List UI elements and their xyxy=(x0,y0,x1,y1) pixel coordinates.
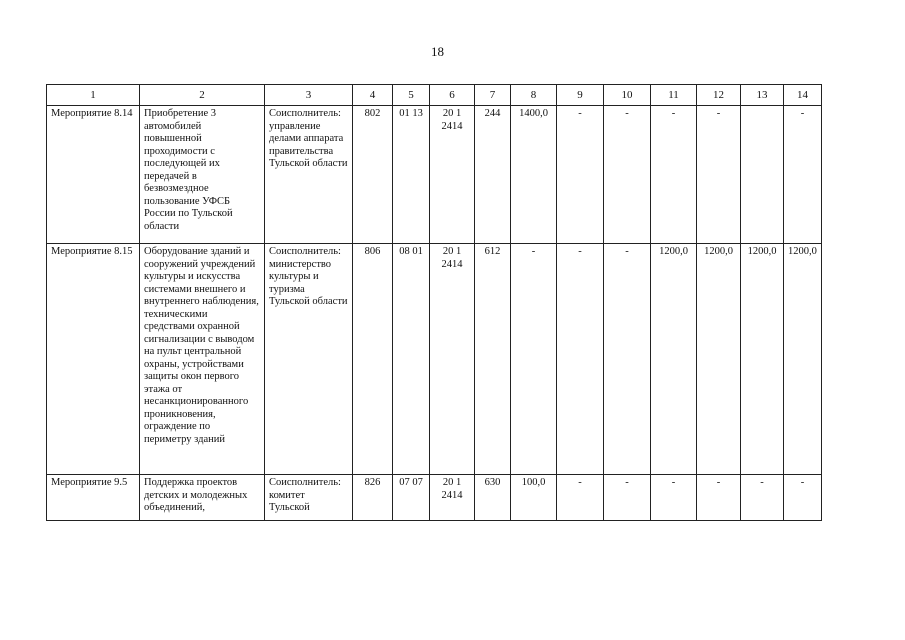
amount-cell: - xyxy=(697,106,741,244)
executor-cell: Соисполнитель: управление делами аппарата правительства Тульской области xyxy=(265,106,353,244)
amount-cell: 1200,0 xyxy=(651,244,697,475)
column-header: 6 xyxy=(430,85,475,106)
column-header: 5 xyxy=(393,85,430,106)
target-code-cell: 20 1 2414 xyxy=(430,475,475,521)
description-cell: Приобретение 3 автомобилей повышенной проходимости с последующей их передачей в безвозмездное пользование УФСБ России по Тульской области xyxy=(140,106,265,244)
column-header: 9 xyxy=(557,85,604,106)
amount-cell: - xyxy=(651,475,697,521)
amount-cell: 1200,0 xyxy=(741,244,784,475)
amount-cell: - xyxy=(651,106,697,244)
amount-cell: 1200,0 xyxy=(784,244,822,475)
table-row xyxy=(47,244,822,475)
amount-cell: - xyxy=(784,106,822,244)
expense-type-cell: 630 xyxy=(475,475,511,521)
amount-cell: - xyxy=(557,244,604,475)
expense-type-cell: 612 xyxy=(475,244,511,475)
column-header: 7 xyxy=(475,85,511,106)
column-header: 11 xyxy=(651,85,697,106)
amount-cell: - xyxy=(604,475,651,521)
amount-cell: - xyxy=(557,475,604,521)
amount-cell: 100,0 xyxy=(511,475,557,521)
column-header: 1 xyxy=(47,85,140,106)
target-code-cell: 20 1 2414 xyxy=(430,106,475,244)
amount-cell: 1400,0 xyxy=(511,106,557,244)
column-number-header-row xyxy=(47,85,822,106)
budget-table xyxy=(46,84,822,521)
table-row xyxy=(47,106,822,244)
ministry-code-cell: 802 xyxy=(353,106,393,244)
amount-cell: - xyxy=(697,475,741,521)
page-number: 18 xyxy=(431,44,444,59)
ministry-code-cell: 806 xyxy=(353,244,393,475)
executor-cell: Соисполнитель: министерство культуры и туризма Тульской области xyxy=(265,244,353,475)
column-header: 8 xyxy=(511,85,557,106)
section-code-cell: 01 13 xyxy=(393,106,430,244)
section-code-cell: 08 01 xyxy=(393,244,430,475)
column-header: 3 xyxy=(265,85,353,106)
column-header: 14 xyxy=(784,85,822,106)
ministry-code-cell: 826 xyxy=(353,475,393,521)
amount-cell xyxy=(741,106,784,244)
description-cell: Оборудование зданий и сооружений учреждений культуры и искусства системами внешнего и внутреннего наблюдения, техническими средствами охранной сигнализации с выводом на пульт центральной охраны, устройствами защиты окон первого этажа от несанкционированного проникновения, ограждение по периметру зданий xyxy=(140,244,265,475)
column-header: 13 xyxy=(741,85,784,106)
amount-cell: - xyxy=(557,106,604,244)
target-code-cell: 20 1 2414 xyxy=(430,244,475,475)
section-code-cell: 07 07 xyxy=(393,475,430,521)
amount-cell: - xyxy=(784,475,822,521)
column-header: 4 xyxy=(353,85,393,106)
event-cell: Мероприятие 8.14 xyxy=(47,106,140,244)
expense-type-cell: 244 xyxy=(475,106,511,244)
column-header: 12 xyxy=(697,85,741,106)
column-header: 2 xyxy=(140,85,265,106)
amount-cell: - xyxy=(511,244,557,475)
event-cell: Мероприятие 8.15 xyxy=(47,244,140,475)
amount-cell: - xyxy=(604,244,651,475)
amount-cell: - xyxy=(604,106,651,244)
amount-cell: 1200,0 xyxy=(697,244,741,475)
table-row xyxy=(47,475,822,521)
description-cell: Поддержка проектов детских и молодежных объединений, xyxy=(140,475,265,521)
event-cell: Мероприятие 9.5 xyxy=(47,475,140,521)
amount-cell: - xyxy=(741,475,784,521)
column-header: 10 xyxy=(604,85,651,106)
executor-cell: Соисполнитель: комитет Тульской xyxy=(265,475,353,521)
